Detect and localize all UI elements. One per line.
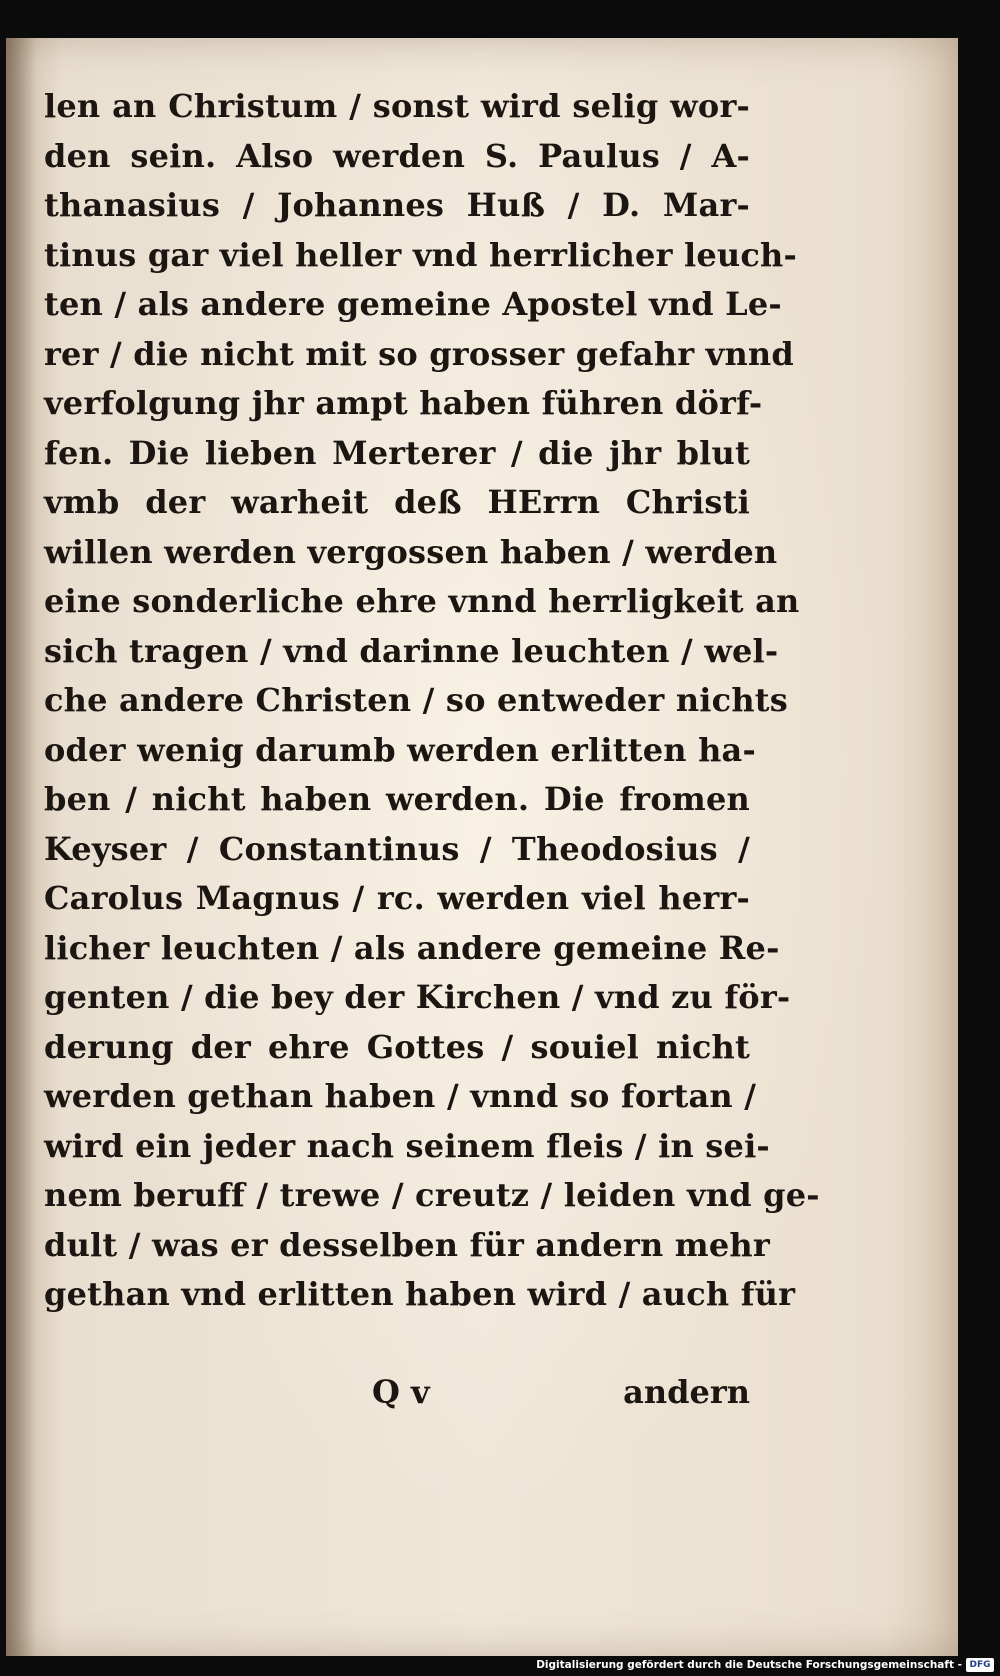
text-line: willen werden vergossen haben / werden (44, 532, 778, 571)
funding-credit: Digitalisierung gefördert durch die Deutsche Forschungsgemeinschaft - (536, 1659, 962, 1671)
text-line: wird ein jeder nach seinem fleis / in sei- (44, 1126, 770, 1165)
text-line: vmb der warheit deß HErrn Christi (44, 483, 750, 521)
text-line: werden gethan haben / vnnd so fortan / (44, 1077, 757, 1115)
text-line: ten / als andere gemeine Apostel vnd Le- (44, 285, 782, 323)
text-line: Carolus Magnus / rc. werden viel herr- (44, 879, 750, 917)
credit-bar (536, 1657, 994, 1673)
text-line: licher leuchten / als andere gemeine Re- (44, 928, 780, 967)
book-page (6, 38, 958, 1656)
body-text (44, 82, 820, 1320)
signature-mark: Q v (372, 1373, 430, 1411)
catchword: andern (623, 1373, 750, 1411)
text-line: oder wenig darumb werden erlitten ha- (44, 730, 756, 769)
text-line: derung der ehre Gottes / souiel nicht (44, 1027, 750, 1066)
text-line: tinus gar viel heller vnd herrlicher leuch- (44, 235, 797, 274)
dfg-logo-icon: DFG (966, 1658, 994, 1672)
text-line: Keyser / Constantinus / Theodosius / (44, 829, 750, 868)
text-line: thanasius / Johannes Huß / D. Mar- (44, 186, 750, 224)
text-line: ben / nicht haben werden. Die fromen (44, 780, 750, 818)
text-line: gethan vnd erlitten haben wird / auch für (44, 1275, 796, 1313)
text-line: fen. Die lieben Merterer / die jhr blut (44, 433, 750, 472)
page-footer (44, 1373, 750, 1423)
text-line: sich tragen / vnd darinne leuchten / wel- (44, 631, 779, 670)
text-line: dult / was er desselben für andern mehr (44, 1225, 770, 1264)
text-line: genten / die bey der Kirchen / vnd zu för- (44, 978, 791, 1016)
text-line: rer / die nicht mit so grosser gefahr vnnd (44, 334, 794, 373)
text-line: nem beruff / trewe / creutz / leiden vnd ge- (44, 1176, 820, 1214)
text-line: verfolgung jhr ampt haben führen dörf- (44, 384, 763, 422)
text-line: len an Christum / sonst wird selig wor- (44, 87, 750, 125)
text-line: eine sonderliche ehre vnnd herrligkeit an (44, 582, 800, 620)
text-line: che andere Christen / so entweder nichts (44, 681, 788, 719)
text-line: den sein. Also werden S. Paulus / A- (44, 136, 750, 175)
